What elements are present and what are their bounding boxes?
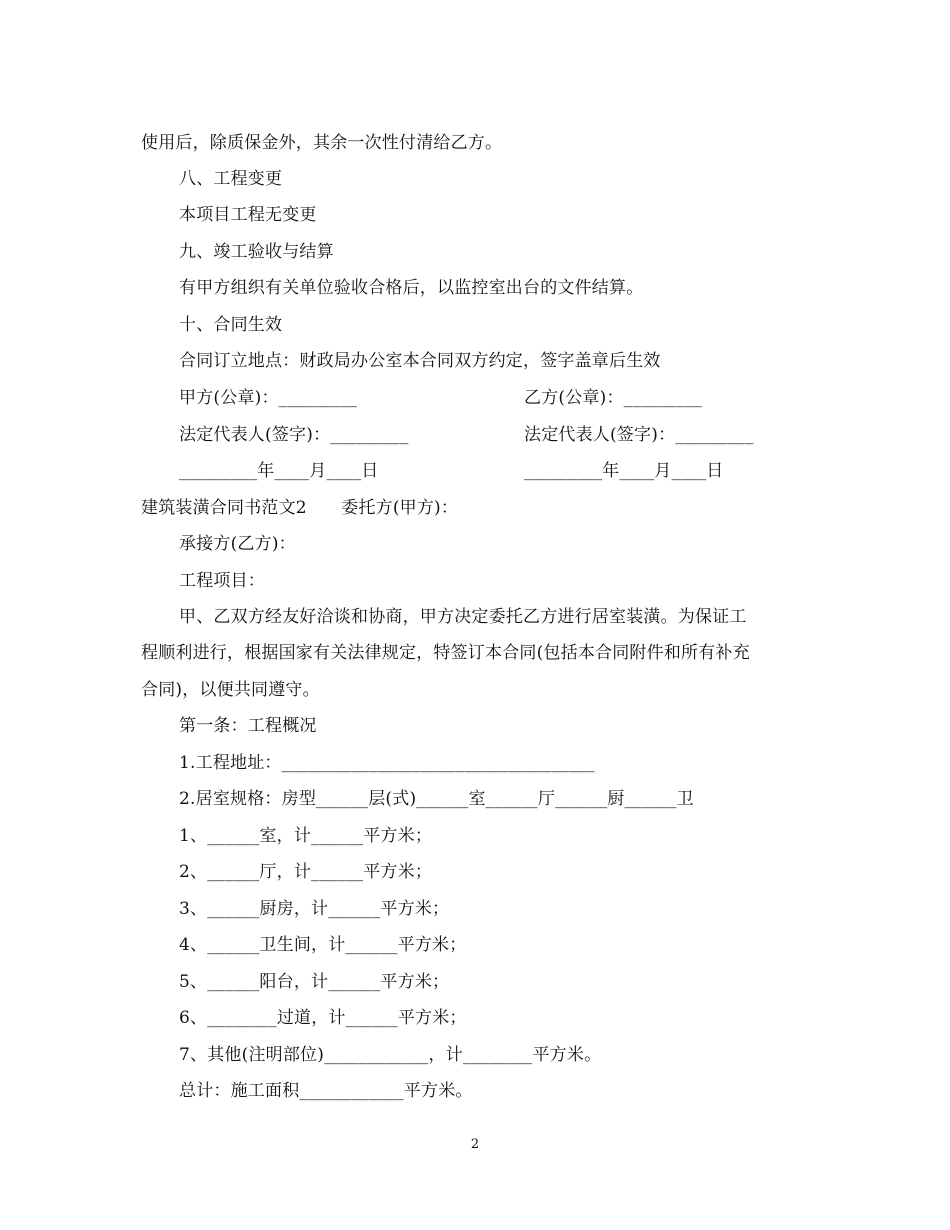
paragraph-line: 承接方(乙方)：: [179, 534, 296, 554]
paragraph-line: 使用后，除质保金外，其余一次性付清给乙方。: [141, 133, 503, 153]
form-line: 1.工程地址：____________________________________: [179, 753, 595, 773]
section-heading: 十、合同生效: [179, 315, 283, 335]
paragraph-line: 工程项目：: [179, 571, 265, 591]
paragraph-line: 甲、乙双方经友好洽谈和协商，甲方决定委托乙方进行居室装潢。为保证工: [179, 607, 747, 627]
signature-party-a: 甲方(公章)：_________: [179, 388, 357, 408]
form-line: 7、其他(注明部位)____________，计________平方米。: [179, 1045, 602, 1065]
form-line: 5、______阳台，计______平方米；: [179, 972, 450, 992]
form-line: 2、______厅，计______平方米；: [179, 862, 433, 882]
page-number: 2: [470, 1137, 480, 1152]
form-line: 4、______卫生间，计______平方米；: [179, 935, 467, 955]
form-line: 6、________过道，计______平方米；: [179, 1008, 467, 1028]
paragraph-line: 本项目工程无变更: [179, 205, 317, 225]
paragraph-line: 程顺利进行，根据国家有关法律规定，特签订本合同(包括本合同附件和所有补充: [141, 643, 750, 663]
form-line: 1、______室，计______平方米；: [179, 826, 433, 846]
section-heading: 第一条：工程概况: [179, 716, 317, 736]
paragraph-line: 有甲方组织有关单位验收合格后，以监控室出台的文件结算。: [179, 278, 644, 298]
signature-representative-b: 法定代表人(签字)：_________: [524, 425, 754, 445]
form-line: 3、______厨房，计______平方米；: [179, 899, 450, 919]
section-heading: 九、竣工验收与结算: [179, 242, 334, 262]
signature-date-a: _________年____月____日: [179, 461, 379, 481]
signature-representative-a: 法定代表人(签字)：_________: [179, 425, 409, 445]
signature-party-b: 乙方(公章)：_________: [524, 388, 702, 408]
form-line: 总计：施工面积____________平方米。: [179, 1081, 473, 1101]
section-heading: 八、工程变更: [179, 169, 283, 189]
signature-date-b: _________年____月____日: [524, 461, 724, 481]
section-title: 建筑装潢合同书范文2 委托方(甲方)：: [141, 498, 459, 518]
paragraph-line: 合同)，以便共同遵守。: [141, 680, 320, 700]
paragraph-line: 合同订立地点：财政局办公室本合同双方约定，签字盖章后生效: [179, 351, 661, 371]
form-line: 2.居室规格：房型______层(式)______室______厅______厨______卫: [179, 789, 694, 809]
